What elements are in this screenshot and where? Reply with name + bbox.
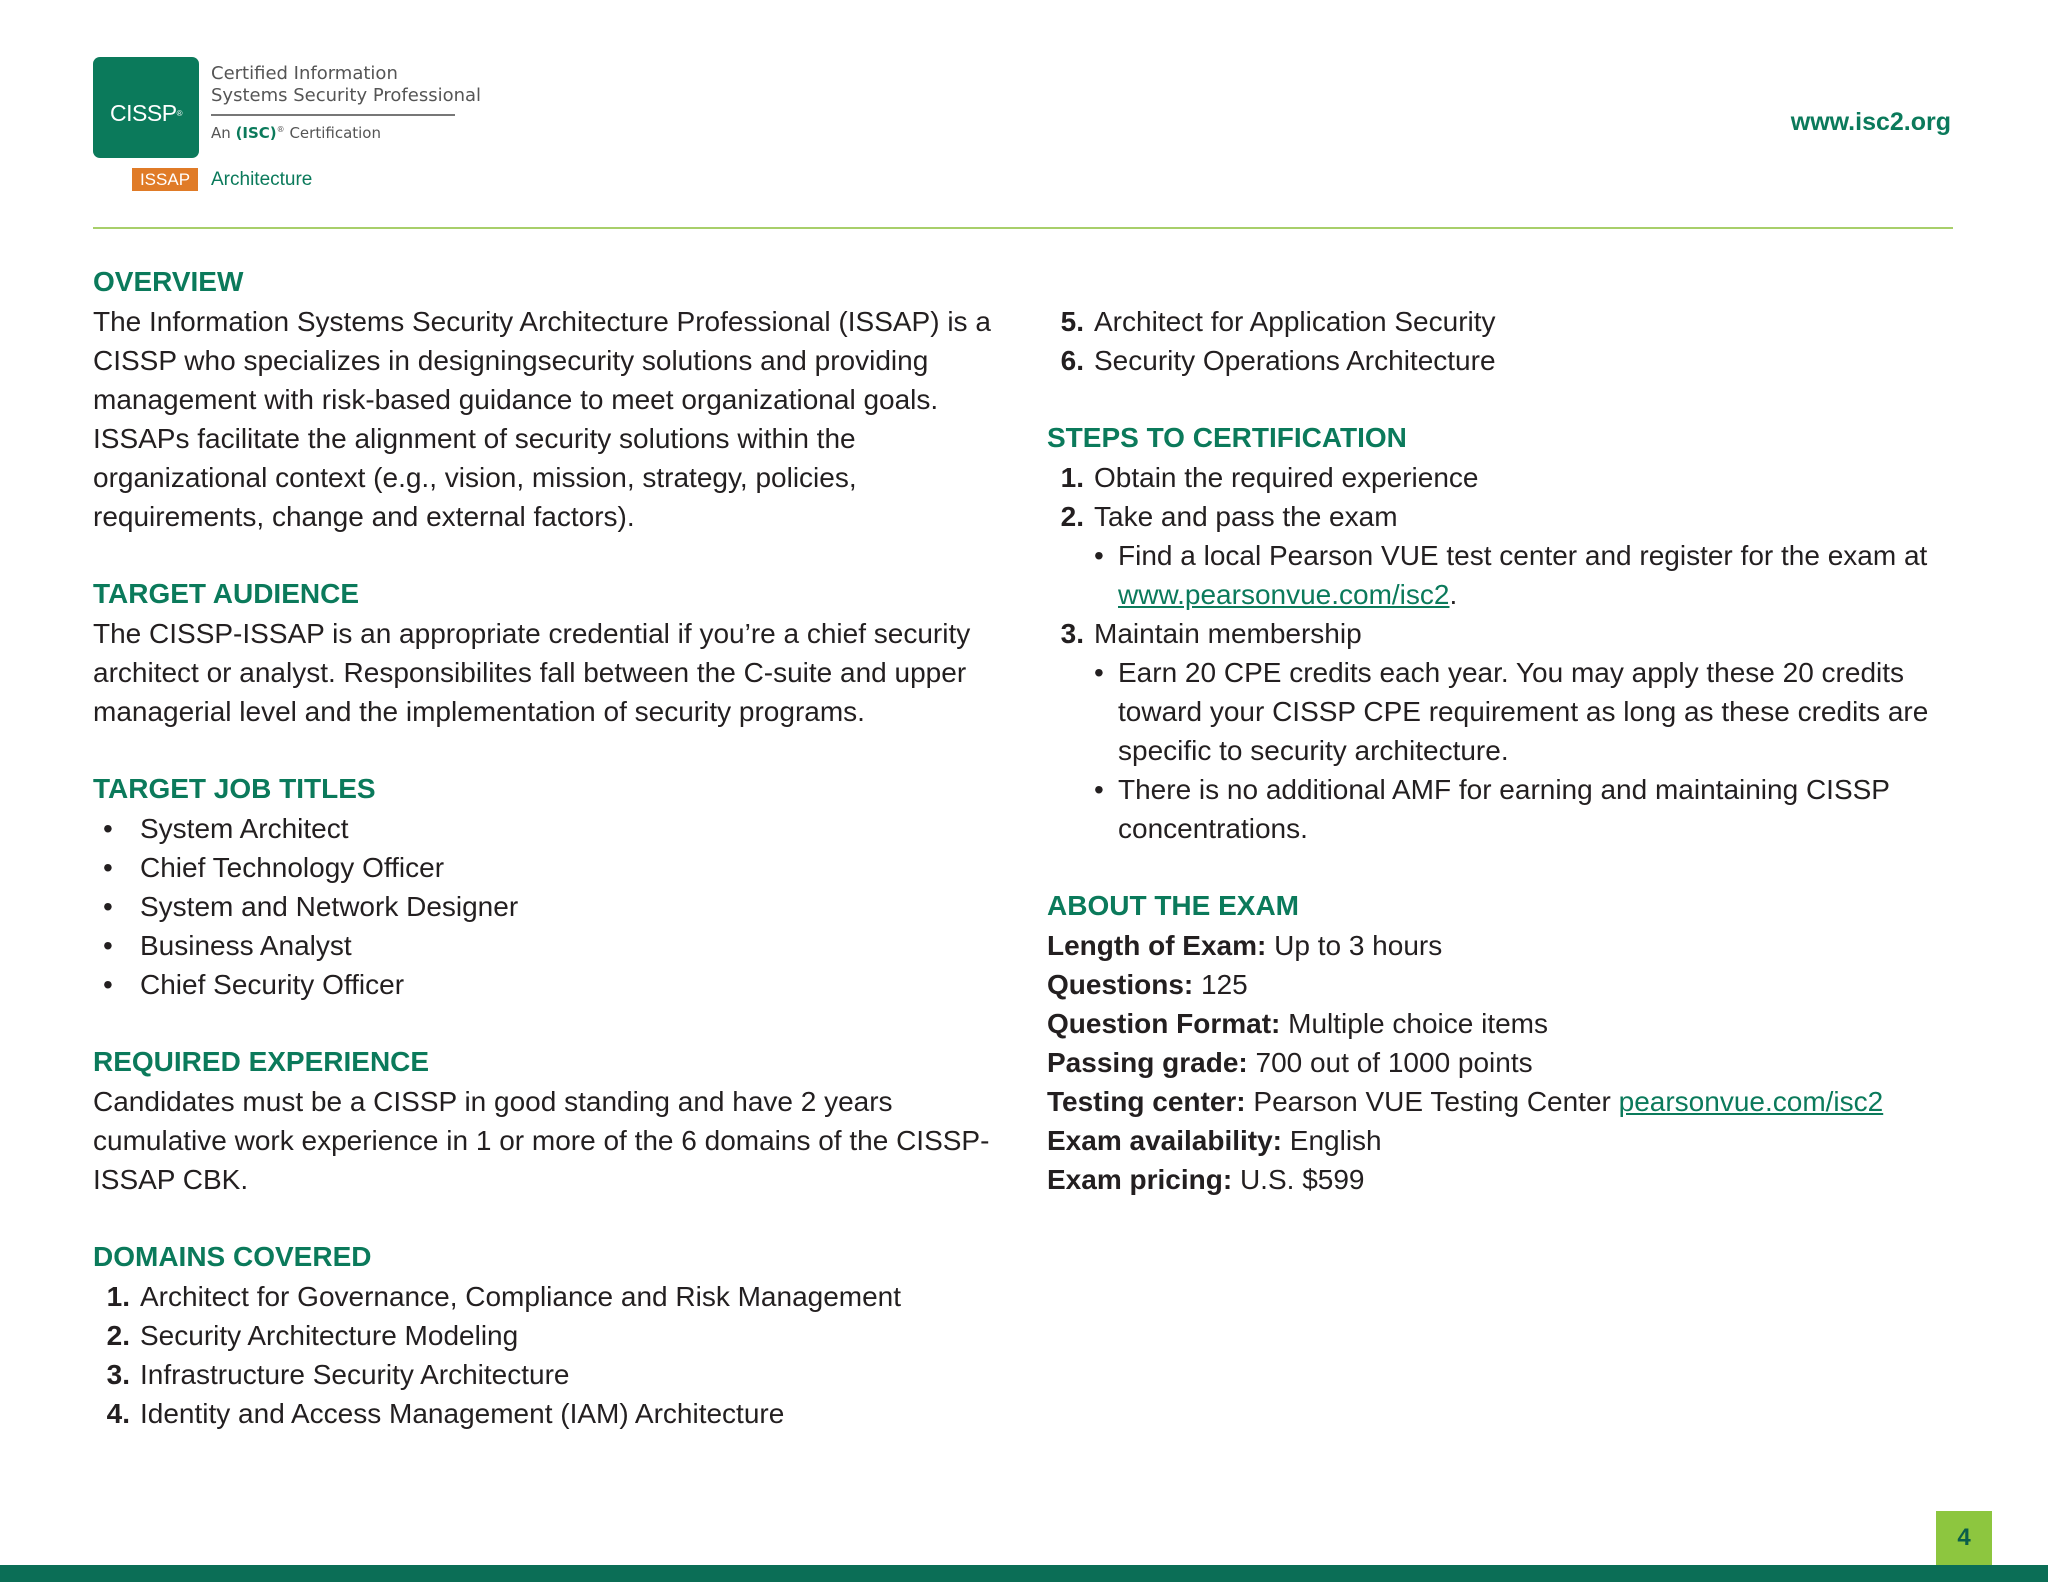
list-item: 3. Infrastructure Security Architecture xyxy=(106,1359,570,1390)
footer-bar xyxy=(0,1565,2048,1582)
audience-section xyxy=(93,574,1013,731)
exam-heading: ABOUT THE EXAM xyxy=(1047,890,1299,921)
list-item: • System and Network Designer xyxy=(93,887,1013,926)
audience-heading: TARGET AUDIENCE xyxy=(93,578,359,609)
right-column xyxy=(1047,262,1967,1199)
logo-line-1: Certified Information xyxy=(211,63,398,84)
steps-heading: STEPS TO CERTIFICATION xyxy=(1047,422,1407,453)
exam-passing: Passing grade: 700 out of 1000 points xyxy=(1047,1047,1533,1078)
step3-sublist xyxy=(1094,653,1967,848)
list-item: 3. Maintain membership xyxy=(1060,618,1362,649)
site-url-link[interactable]: www.isc2.org xyxy=(1790,108,1951,136)
exam-section xyxy=(1047,886,1967,1199)
list-item: • Chief Technology Officer xyxy=(93,848,1013,887)
cissp-logo-mark: CISSP ® xyxy=(93,57,199,158)
list-item: • Business Analyst xyxy=(93,926,1013,965)
audience-text: The CISSP-ISSAP is an appropriate credential if you’re a chief security architect or analyst. Responsibilites fall between the C-suite and upper managerial level and the implementation of security programs. xyxy=(93,618,971,727)
list-item: 2. Security Architecture Modeling xyxy=(106,1320,519,1351)
left-column xyxy=(93,262,1013,1433)
pearson-vue-link[interactable]: www.pearsonvue.com/isc2 xyxy=(1118,579,1450,610)
pearson-vue-center-link[interactable]: pearsonvue.com/isc2 xyxy=(1618,1086,1884,1117)
steps-list-cont xyxy=(1047,614,1967,653)
steps-list xyxy=(1047,458,1967,536)
exam-length: Length of Exam: Up to 3 hours xyxy=(1047,930,1443,961)
exam-format: Question Format: Multiple choice items xyxy=(1047,1008,1548,1039)
logo-line-2: Systems Security Professional xyxy=(211,85,482,106)
list-item: 2. Take and pass the exam xyxy=(1060,501,1398,532)
header-rule xyxy=(93,227,1953,229)
step2-sublist xyxy=(1094,536,1967,614)
list-item: • System Architect xyxy=(93,809,1013,848)
concentration-tag: ISSAP xyxy=(132,168,198,191)
exam-questions: Questions: 125 xyxy=(1047,969,1248,1000)
overview-text: The Information Systems Security Architecture Professional (ISSAP) is a CISSP who specializes in designingsecurity solutions and providing management with risk-based guidance to meet organizational goals. ISSAPs facilitate the alignment of security solutions within the organizational context (e.g., vision, mission, strategy, policies, requirements, change and external factors). xyxy=(93,306,991,532)
overview-heading: OVERVIEW xyxy=(93,266,244,297)
logo-divider xyxy=(211,114,455,116)
domains-list xyxy=(93,1277,1013,1433)
list-item: 4. Identity and Access Management (IAM) Architecture xyxy=(106,1398,785,1429)
domains-section xyxy=(93,1237,1013,1433)
experience-heading: REQUIRED EXPERIENCE xyxy=(93,1046,430,1077)
list-item: • There is no additional AMF for earning and maintaining CISSP concentrations. xyxy=(1094,770,1967,848)
concentration-name: Architecture xyxy=(211,169,313,190)
list-item: 1. Architect for Governance, Compliance and Risk Management xyxy=(106,1281,902,1312)
job-titles-heading: TARGET JOB TITLES xyxy=(93,773,376,804)
job-titles-list xyxy=(93,809,1013,1004)
list-item: 6. Security Operations Architecture xyxy=(1060,345,1496,376)
overview-section xyxy=(93,262,1013,536)
domains-list-continued xyxy=(1047,302,1967,380)
page-number: 4 xyxy=(1936,1511,1992,1565)
exam-availability: Exam availability: English xyxy=(1047,1125,1382,1156)
steps-section xyxy=(1047,418,1967,848)
list-item: • Earn 20 CPE credits each year. You may apply these 20 credits toward your CISSP CPE requirement as long as these credits are specific to security architecture. xyxy=(1094,653,1967,770)
exam-center: Testing center: Pearson VUE Testing Center pearsonvue.com/isc2 xyxy=(1047,1086,1884,1117)
list-item: • Chief Security Officer xyxy=(93,965,1013,1004)
experience-section xyxy=(93,1042,1013,1199)
exam-pricing: Exam pricing: U.S. $599 xyxy=(1047,1164,1365,1195)
list-item: 1. Obtain the required experience xyxy=(1060,462,1479,493)
list-item: • Find a local Pearson VUE test center and register for the exam at www.pearsonvue.com/isc2. xyxy=(1094,536,1967,614)
logo-certification-line: An (ISC)® Certification xyxy=(211,124,381,142)
list-item: 5. Architect for Application Security xyxy=(1060,306,1496,337)
domains-heading: DOMAINS COVERED xyxy=(93,1241,372,1272)
experience-text: Candidates must be a CISSP in good standing and have 2 years cumulative work experience in 1 or more of the 6 domains of the CISSP-ISSAP CBK. xyxy=(93,1086,990,1195)
job-titles-section xyxy=(93,769,1013,1004)
